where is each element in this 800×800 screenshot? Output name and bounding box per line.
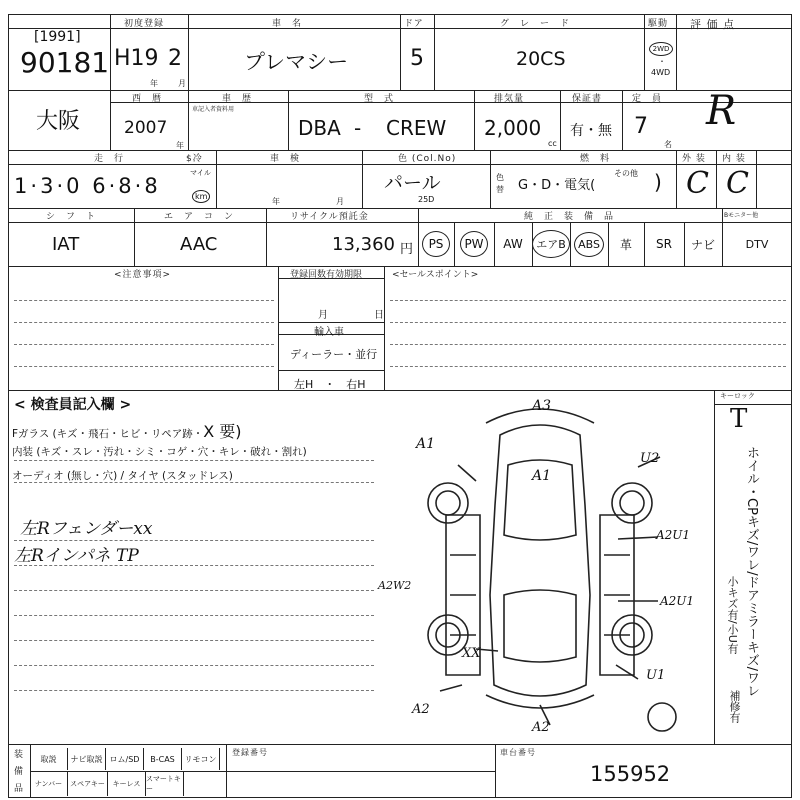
mileage-digit: 1 [14,174,31,198]
equipment-item: ABS [570,222,608,266]
mile-unit: マイル [190,169,211,177]
equipment-item: 革 [619,237,632,252]
damage-mark-a3: A3 [532,398,552,414]
rule [8,744,792,745]
displacement-label: 排気量 [494,94,525,104]
interior-line: 内装 (キズ・スレ・汚れ・シミ・コゲ・穴・キレ・破れ・割れ) [12,446,307,458]
keylock-label: キーロック [720,392,755,400]
registration-number-label: 登録番号 [232,748,268,757]
equipment-item: PS [418,222,454,266]
damage-mark-a2u1-front: A2U1 [656,528,691,542]
interior-label: 内 装 [722,154,746,164]
rule [278,266,279,390]
rule [676,150,677,208]
footer-item: ナンバー [30,772,68,796]
drive-label: 駆動 [648,19,669,29]
history-note: 車記入者資料用 [192,106,235,113]
door-count: 5 [410,46,424,71]
mileage-label: 走 行 [94,154,125,164]
fuel-close: ) [654,170,662,194]
dealer-label: ディーラー・並行 [290,348,378,361]
first-reg-label: 初度登録 [124,19,165,29]
rule [110,102,792,103]
inspector-title: < 検査員記入欄 > [14,397,132,413]
mileage-digit: 8 [144,174,161,198]
year-unit: 年 [150,79,158,88]
month-unit: 月 [178,79,186,88]
equipment-item: DTV [745,237,769,251]
shift: IAT [52,234,80,255]
mileage-digit: 8 [118,174,135,198]
aircon-label: エ ア コ ン [164,212,235,222]
windshield-line: Fガラス (キズ・飛石・ヒビ・リペア跡・X 要) [12,422,242,441]
rule [266,208,267,266]
model-code: CREW [386,116,447,140]
drive-4wd: 4WD [651,68,671,77]
exterior-grade: C [686,166,709,201]
audio-tire-line: オーディオ (無し・穴) / タイヤ (スタッドレス) [12,470,233,482]
rule [714,390,715,744]
door-label: ドア [404,19,424,29]
capacity: 7 [634,114,648,139]
keylock-value: T [730,404,748,434]
rule [8,208,792,209]
color-label: 色 (Col.No) [398,154,457,164]
warranty: 有・無 [570,123,612,139]
shift-label: シ フ ト [46,212,97,222]
rule [474,90,475,150]
footer-label-bot: 品 [14,784,24,794]
equipment-item: ナビ [690,237,715,252]
history-label: 車 歴 [222,94,253,104]
mileage-digit: 3 [40,174,57,198]
equipment-item: AW [503,237,523,251]
rule [216,150,217,208]
footer-item: キーレス [108,772,146,796]
capacity-unit: 名 [664,140,672,149]
capacity-label: 定 員 [632,94,663,104]
fuel-label: 燃 料 [580,154,611,164]
backmonitor-label: Bモニター他 [724,212,759,219]
car-name: プレマシー [244,50,349,74]
damage-mark-a1-roof: A1 [532,468,552,484]
rule [362,150,363,208]
rule [8,90,792,91]
ocean-label: $冷 [186,154,203,164]
rule [134,208,135,266]
color-number: 25D [418,195,435,204]
interior-grade: C [726,166,749,201]
damage-mark-a2w2: A2W2 [378,579,412,592]
rule [384,266,385,390]
grade-label: グ レ ー ド [500,19,571,29]
footer-item: B-CAS [144,748,182,770]
footer-label-top: 装 [14,750,24,760]
damage-mark-a2-rear: A2 [532,720,550,735]
steering-label: 左H ・ 右H [294,378,366,391]
footer-item: ナビ取説 [68,748,106,770]
western-year-label: 西 暦 [132,94,163,104]
rule [288,90,289,150]
rule [226,744,227,798]
car-name-label: 車 名 [272,19,303,29]
inspection-label: 車 検 [270,154,301,164]
footer-item: 取説 [30,748,68,770]
footer-item: スマートキー [146,772,184,796]
rule [714,404,792,405]
equipment-item: エアB [532,222,570,266]
side-note-small-scratch: 小キズ有/小U有 [726,576,739,654]
side-note-repair: 補修有 [728,690,741,723]
rule [188,14,189,90]
footer-item: スペアキー [68,772,108,796]
sales-point-label: <セールスポイント> [392,270,479,280]
rule [644,14,645,90]
fuel-other: その他 [614,169,638,178]
rule [400,14,401,90]
rule [495,744,496,798]
handwritten-note-2: 左Rインパネ TP [14,546,139,566]
drive-2wd: 2WD [649,36,673,56]
year-2007: 2007 [124,118,168,138]
rule [188,90,189,150]
aircon: AAC [180,234,218,255]
footer-item: ロム/SD [106,748,144,770]
color: パール [384,172,441,194]
recycle-label: リサイクル預託金 [290,212,369,222]
damage-mark-u2: U2 [640,451,660,466]
rule [676,14,677,90]
chassis-number-label: 車台番号 [500,748,536,757]
rule [110,14,111,150]
rule [716,150,717,208]
rule [756,150,757,208]
model-label: 型 式 [364,94,395,104]
mileage-digit: 6 [92,174,109,198]
rule [8,390,792,391]
inspection-year-unit: 年 [272,197,280,206]
region: 大阪 [36,109,81,134]
score-label: 評 価 点 [690,18,735,31]
caution-label: <注意事項> [114,270,172,280]
damage-mark-xx: XX [462,646,481,661]
rule [622,90,623,150]
rule [560,90,561,150]
import-label: 輸入車 [314,327,344,338]
damage-mark-a2-rear-left: A2 [412,702,430,717]
rule [490,150,491,208]
year-code: [1991] [34,29,81,45]
expiry-day-label: 日 [374,310,384,321]
lot-number: 90181 [20,46,110,79]
damage-mark-a1-left: A1 [416,436,436,452]
chassis-number: 155952 [590,762,671,786]
fuel: G・D・電気( [518,178,596,193]
mileage: 1·3·0 6·8·8 [14,174,161,198]
first-reg-era-year: H19 [114,46,159,71]
model-dash: - [354,116,362,140]
mileage-digit: 0 [66,174,83,198]
cc-unit: cc [548,139,557,148]
rule [434,14,435,90]
equipment-label: 純 正 装 備 品 [524,212,615,222]
registration-expiry-label: 登録回数有効期限 [290,270,363,280]
recycle-fee: 13,360 [332,234,395,255]
first-reg-month: 2 [168,46,182,71]
footer-label-mid: 備 [14,767,24,777]
equipment-item: PW [454,222,494,266]
equipment-item: SR [656,237,672,251]
inspection-month-unit: 月 [336,197,344,206]
displacement: 2,000 [484,116,542,140]
year-unit-2: 年 [176,141,184,150]
color-change-label: 色替 [496,173,504,194]
expiry-month-label: 月 [318,310,328,321]
rule [278,370,384,371]
rule [8,164,792,165]
side-note-main: ホイル・CPキズ/ワレ/ドアミラーキズ/ワレ [744,446,759,698]
footer-item: リモコン [182,748,220,770]
damage-mark-a2u1-rear: A2U1 [660,594,695,608]
grade: 20CS [516,48,566,70]
damage-mark-u1: U1 [646,668,666,683]
km-unit: km [192,184,210,203]
warranty-label: 保証書 [572,94,603,104]
yen-unit: 円 [400,242,414,257]
exterior-label: 外 装 [682,154,706,164]
evaluation-score: R [706,88,737,134]
model-prefix: DBA [298,116,341,140]
handwritten-note-1: 左Rフェンダーxx [20,519,153,539]
